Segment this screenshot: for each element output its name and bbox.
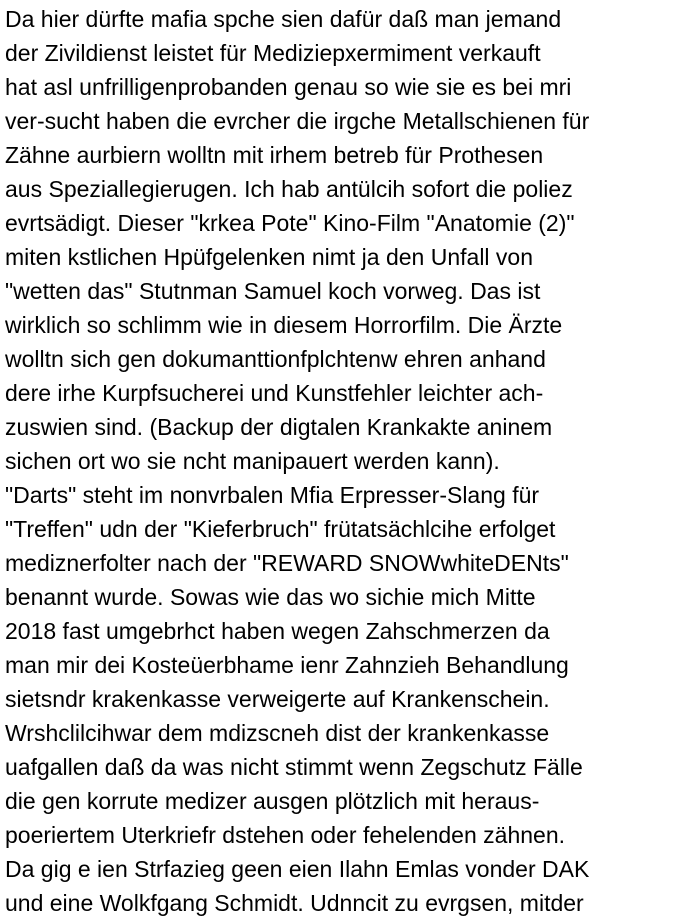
text-line: und eine Wolkfgang Schmidt. Udnncit zu evrgsen, mitder (5, 890, 584, 916)
text-line: Wrshclilcihwar dem mdizscneh dist der krankenkasse (5, 720, 550, 746)
text-line: sichen ort wo sie ncht manipauert werden kann). (5, 448, 500, 474)
text-line: wolltn sich gen dokumanttionfplchtenw ehren anhand (5, 346, 546, 372)
text-line: "Treffen" udn der "Kieferbruch" frütatsächlcihe erfolget (5, 516, 556, 542)
text-line: Da gig e ien Strfazieg geen eien Ilahn Emlas vonder DAK (5, 856, 590, 882)
text-line: uafgallen daß da was nicht stimmt wenn Zegschutz Fälle (5, 754, 583, 780)
text-line: wirklich so schlimm wie in diesem Horrorfilm. Die Ärzte (5, 312, 563, 338)
text-line: benannt wurde. Sowas wie das wo sichie mich Mitte (5, 584, 536, 610)
text-line: ver-sucht haben die evrcher die irgche Metallschienen für (5, 108, 590, 134)
text-line: evrtsädigt. Dieser "krkea Pote" Kino-Film "Anatomie (2)" (5, 210, 575, 236)
text-line: mediznerfolter nach der "REWARD SNOWwhiteDENts" (5, 550, 569, 576)
text-line: 2018 fast umgebrhct haben wegen Zahschmerzen da (5, 618, 550, 644)
text-line: dere irhe Kurpfsucherei und Kunstfehler leichter ach- (5, 380, 544, 406)
text-line: "Darts" steht im nonvrbalen Mfia Erpresser-Slang für (5, 482, 540, 508)
text-line: miten kstlichen Hpüfgelenken nimt ja den Unfall von (5, 244, 534, 270)
text-line: hat asl unfrilligenprobanden genau so wie sie es bei mri (5, 74, 572, 100)
text-line: Da hier dürfte mafia spche sien dafür daß man jemand (5, 6, 562, 32)
text-line: zuswien sind. (Backup der digtalen Krankakte aninem (5, 414, 553, 440)
text-line: man mir dei Kosteüerbhame ienr Zahnzieh Behandlung (5, 652, 569, 678)
text-line: poeriertem Uterkriefr dstehen oder fehelenden zähnen. (5, 822, 566, 848)
text-line: der Zivildienst leistet für Mediziepxermiment verkauft (5, 40, 541, 66)
document-text (5, 2, 684, 920)
text-line: sietsndr krakenkasse verweigerte auf Krankenschein. (5, 686, 550, 712)
text-line: die gen korrute medizer ausgen plötzlich mit heraus- (5, 788, 540, 814)
text-line: "wetten das" Stutnman Samuel koch vorweg. Das ist (5, 278, 541, 304)
text-line: Zähne aurbiern wolltn mit irhem betreb für Prothesen (5, 142, 544, 168)
text-line: aus Speziallegierugen. Ich hab antülcih sofort die poliez (5, 176, 573, 202)
